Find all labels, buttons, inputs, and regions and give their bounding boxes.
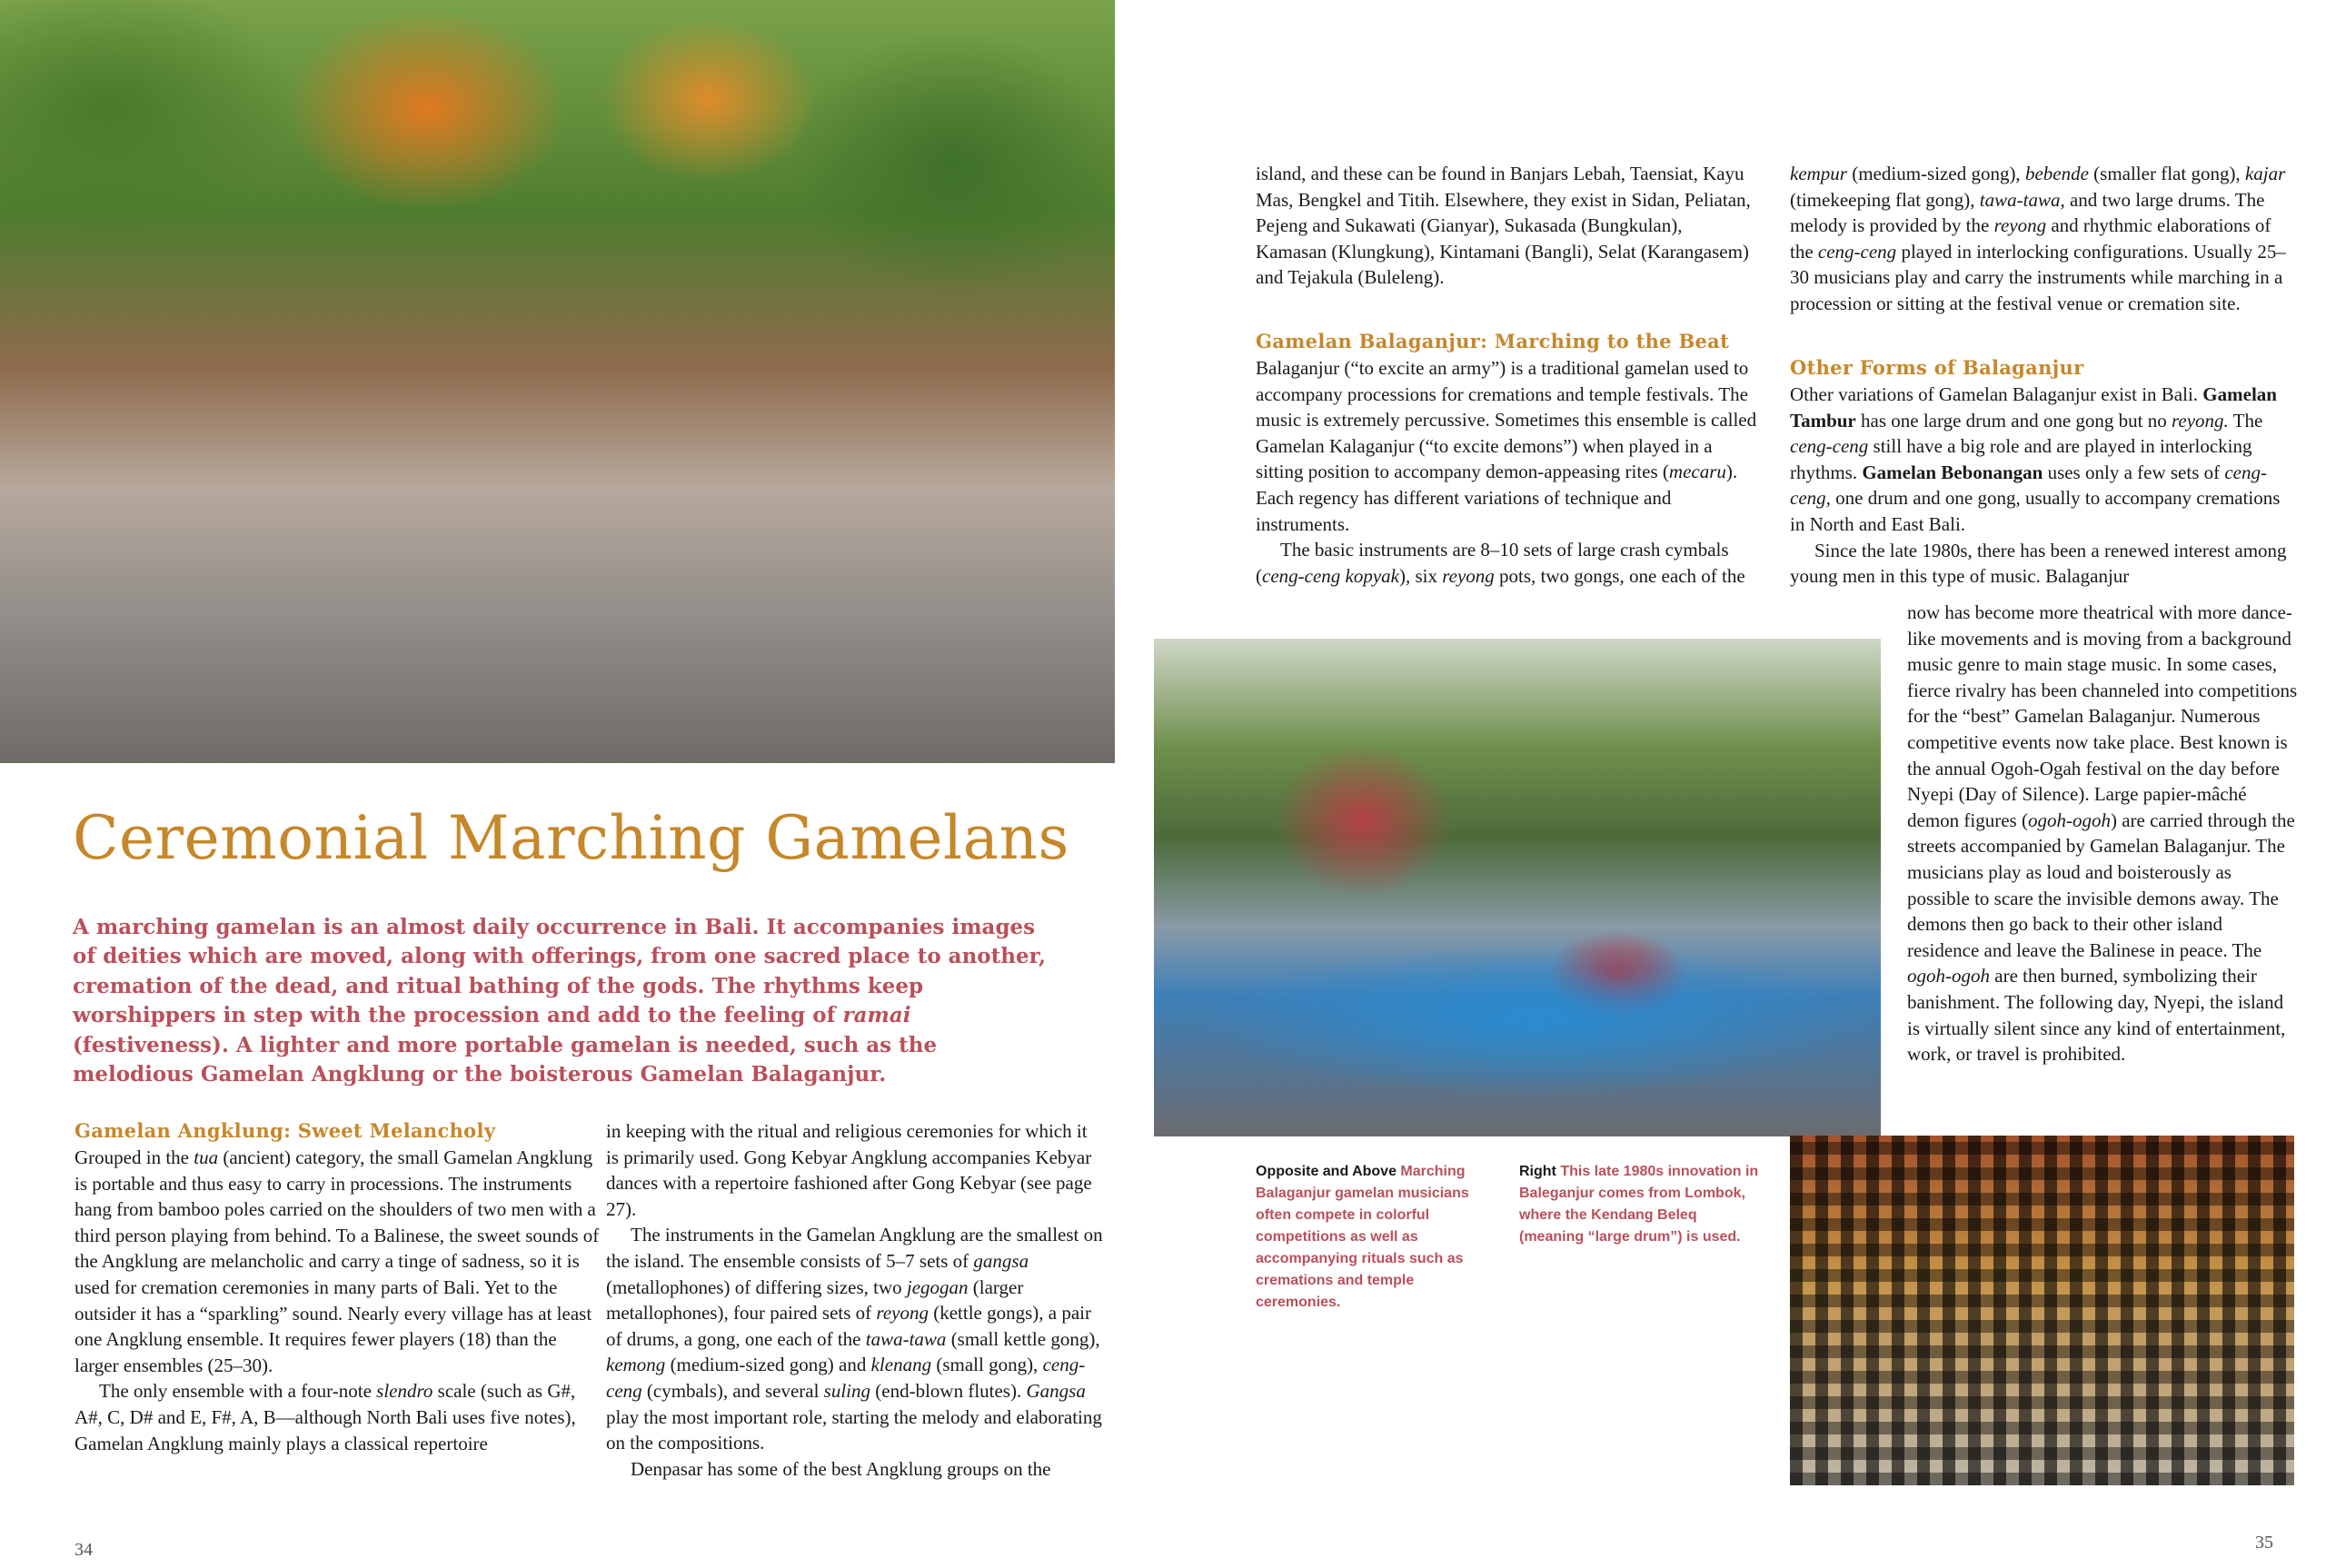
other-forms-column-narrow (1907, 600, 2298, 1067)
text-run: Other variations of Gamelan Balaganjur exist in Bali. (1790, 383, 2203, 405)
term-gangsa: Gangsa (1026, 1379, 1086, 1402)
text-run: The (2228, 409, 2263, 432)
term-reyong: reyong (1993, 214, 2047, 237)
term-slendro: slendro (376, 1380, 433, 1403)
text-run: (medium-sized gong), (1846, 163, 2025, 184)
angklung-paragraph-1 (75, 1145, 601, 1378)
text-run: scale (such as G#, A#, C, D# and E, F#, A, B—although North Bali uses five notes), Gamelan Angklung mainly plays a classical repertoire (75, 1380, 576, 1454)
page-title: Ceremonial Marching Gamelans (73, 803, 1069, 873)
balaganjur-heading: Gamelan Balaganjur: Marching to the Beat (1256, 330, 1730, 352)
term-reyong: reyong (876, 1302, 929, 1325)
text-run: (larger metallophones), four paired sets of (606, 1275, 1024, 1325)
text-run: The only ensemble with a four-note (99, 1380, 377, 1403)
text-run: (metallophones) of differing sizes, two (606, 1275, 907, 1298)
term-ceng-ceng: ceng-ceng, (1790, 461, 2267, 510)
text-run: pots, two gongs, one each of the (1494, 564, 1745, 587)
procession-drummers-photo (0, 0, 1115, 763)
term-gamelan-tambur: Gamelan Tambur (1790, 383, 2277, 432)
text-run: (end-blown flutes). (870, 1379, 1027, 1402)
caption-text: Marching Balaganjur gamelan musicians often compete in colorful competitions as well as accompanying rituals such as cremations and temple ceremonies. (1256, 1164, 1469, 1310)
other-forms-paragraph-1 (1790, 382, 2297, 538)
text-run: and rhythmic elaborations of the (1790, 214, 2271, 263)
lead-term-ramai: ramai (842, 1003, 911, 1028)
angklung-locations-paragraph: island, and these can be found in Banjars Lebah, Taensiat, Kayu Mas, Bengkel and Titih. Elsewhere, they exist in Sidan, Peliatan, Pejeng and Sukawati (Gianyar), Sukasada (Bungkulan), Kamasan (Klungkung), Kintamani (Bangli), Selat (Karangasem) and Tejakula (Buleleng). (1256, 163, 1751, 289)
text-run: The basic instruments are 8–10 sets of large crash cymbals ( (1256, 539, 1729, 587)
instruments-paragraph (1790, 161, 2297, 317)
term-kemong: kemong (606, 1354, 666, 1376)
text-run: (cymbals), and several (641, 1379, 824, 1402)
balaganjur-street-photo (1154, 639, 1881, 1136)
term-ceng-ceng: ceng-ceng (606, 1354, 1086, 1402)
text-run: (small kettle gong), (946, 1327, 1100, 1350)
text-run: Grouped in the (75, 1146, 194, 1168)
text-run: now has become more theatrical with more dance-like movements and is moving from a background music genre to main stage music. In some cases, fierce rivalry has been channeled into competitions for the “best” Gamelan Balaganjur. Numerous competitive events now take place. Best known is the annual Ogoh-Ogah festival on the day before Nyepi (Day of Silence). Large papier-mâché demon figures ( (1907, 601, 2298, 831)
caption-right (1519, 1161, 1764, 1248)
lead-paragraph (73, 913, 1063, 1089)
text-run: The instruments in the Gamelan Angklung are the smallest on the island. The ensemble consists of 5–7 sets of (606, 1224, 1103, 1272)
text-run: ) are carried through the streets accompanied by Gamelan Balaganjur. The musicians play as loud and boisterously as possible to scare the invisible demons away. The demons then go back to their other island residence and leave the Balinese in peace. The (1907, 809, 2295, 961)
lead-text-2: (festiveness). A lighter and more portable gamelan is needed, such as the melodious Gamelan Angklung or the boisterous Gamelan Balaganjur. (73, 1032, 938, 1087)
text-run: (smaller flat gong), (2088, 163, 2245, 184)
term-kajar: kajar (2244, 163, 2286, 184)
text-run: uses only a few sets of (2043, 461, 2225, 483)
angklung-column-2 (606, 1118, 1104, 1482)
text-run: (medium-sized gong) and (665, 1354, 871, 1376)
page-number-left: 34 (75, 1540, 93, 1560)
term-ceng-ceng-kopyak: ceng-ceng kopyak (1262, 564, 1399, 587)
term-ceng-ceng: ceng-ceng (1790, 435, 1869, 458)
angklung-paragraph-4 (606, 1222, 1104, 1455)
balaganjur-column (1256, 355, 1757, 589)
text-run: ). Each regency has different variations of technique and instruments. (1256, 461, 1738, 535)
balaganjur-paragraph-2 (1256, 537, 1757, 589)
caption-text: This late 1980s innovation in Baleganjur comes from Lombok, where the Kendang Beleq (meaning “large drum”) is used. (1519, 1164, 1759, 1245)
text-run: Balaganjur (“to excite an army”) is a traditional gamelan used to accompany processions for cremations and temple festivals. The music is extremely percussive. Sometimes this ensemble is called Gamelan Kalaganjur (“to excite demons”) when played in a sitting position to accompany demon-appeasing rites ( (1256, 357, 1757, 483)
text-run: ), six (1399, 564, 1443, 587)
angklung-column-1 (75, 1145, 601, 1456)
term-gamelan-bebonangan: Gamelan Bebonangan (1862, 461, 2043, 483)
caption-opposite-and-above (1256, 1161, 1492, 1314)
text-run: (small gong), (931, 1354, 1043, 1376)
text-run: played in interlocking configurations. Usually 25–30 musicians play and carry the instruments while marching in a procession or sitting at the festival venue or cremation site. (1790, 240, 2286, 314)
term-mecaru: mecaru (1668, 461, 1726, 483)
caption-label: Opposite and Above (1256, 1164, 1397, 1179)
term-jegogan: jegogan (906, 1275, 969, 1298)
angklung-heading: Gamelan Angklung: Sweet Melancholy (75, 1119, 496, 1142)
term-tawa-tawa: tawa-tawa, (1979, 188, 2065, 211)
term-tua: tua (194, 1146, 219, 1168)
text-run: (timekeeping flat gong), (1790, 188, 1980, 211)
other-forms-paragraph-2a: Since the late 1980s, there has been a renewed interest among young men in this type of music. Balaganjur (1790, 539, 2287, 588)
term-reyong: reyong (1442, 564, 1495, 587)
page-number-right: 35 (2255, 1533, 2273, 1553)
text-run: are then burned, symbolizing their banishment. The following day, Nyepi, the island is virtually silent since any kind of entertainment, work, or travel is prohibited. (1907, 965, 2286, 1066)
other-forms-paragraph-2b (1907, 600, 2298, 1067)
term-ogoh-ogoh: ogoh-ogoh (1907, 965, 1990, 987)
term-ogoh-ogoh: ogoh-ogoh (2027, 809, 2111, 831)
angklung-paragraph-3: in keeping with the ritual and religious ceremonies for which it is primarily used. Gong Kebyar Angklung accompanies Kebyar dances with a repertoire fashioned after Gong Kebyar (see page 27). (606, 1120, 1092, 1220)
term-suling: suling (823, 1379, 871, 1402)
term-kempur: kempur (1790, 163, 1847, 184)
text-run: one drum and one gong, usually to accompany cremations in North and East Bali. (1790, 487, 2281, 535)
text-run: play the most important role, starting the melody and elaborating on the compositions. (606, 1405, 1102, 1454)
term-klenang: klenang (870, 1354, 932, 1376)
balaganjur-paragraph-1 (1256, 355, 1757, 537)
text-run: (ancient) category, the small Gamelan Angklung is portable and thus easy to carry in processions. The instruments hang from bamboo poles carried on the shoulders of two men with a third person playing from behind. To a Balinese, the sweet sounds of the Angklung are melancholic and carry a tinge of sadness, so it is used for cremation ceremonies in many parts of Bali. Yet to the outsider it has a “sparkling” sound. Nearly every village has at least one Angklung ensemble. It requires fewer players (18) than the larger ensembles (25–30). (75, 1146, 600, 1376)
right-column-2-top (1790, 161, 2297, 317)
term-gangsa: gangsa (973, 1249, 1029, 1272)
angklung-paragraph-5: Denpasar has some of the best Angklung groups on the (631, 1457, 1051, 1480)
caption-label: Right (1519, 1164, 1556, 1179)
text-run: (kettle gongs), a pair of drums, a gong, one each of the (606, 1302, 1091, 1350)
kendang-beleq-drums-photo (1790, 1136, 2294, 1485)
term-tawa-tawa: tawa-tawa (865, 1327, 947, 1350)
term-reyong: reyong. (2171, 409, 2229, 432)
other-forms-heading: Other Forms of Balaganjur (1790, 356, 2084, 379)
text-run: has one large drum and one gong but no (1855, 409, 2172, 432)
angklung-paragraph-2 (75, 1378, 601, 1456)
text-run: and two large drums. The melody is provided by the (1790, 188, 2265, 237)
right-column-1-top (1256, 161, 1757, 291)
text-run: still have a big role and are played in interlocking rhythms. (1790, 435, 2252, 483)
term-bebende: bebende (2024, 163, 2089, 184)
other-forms-column (1790, 382, 2297, 590)
term-ceng-ceng: ceng-ceng (1817, 240, 1897, 263)
lead-text-1: A marching gamelan is an almost daily occurrence in Bali. It accompanies images of deities which are moved, along with offerings, from one sacred place to another, cremation of the dead, and ritual bathing of the gods. The rhythms keep worshippers in step with the procession and add to the feeling of (73, 915, 1047, 1028)
